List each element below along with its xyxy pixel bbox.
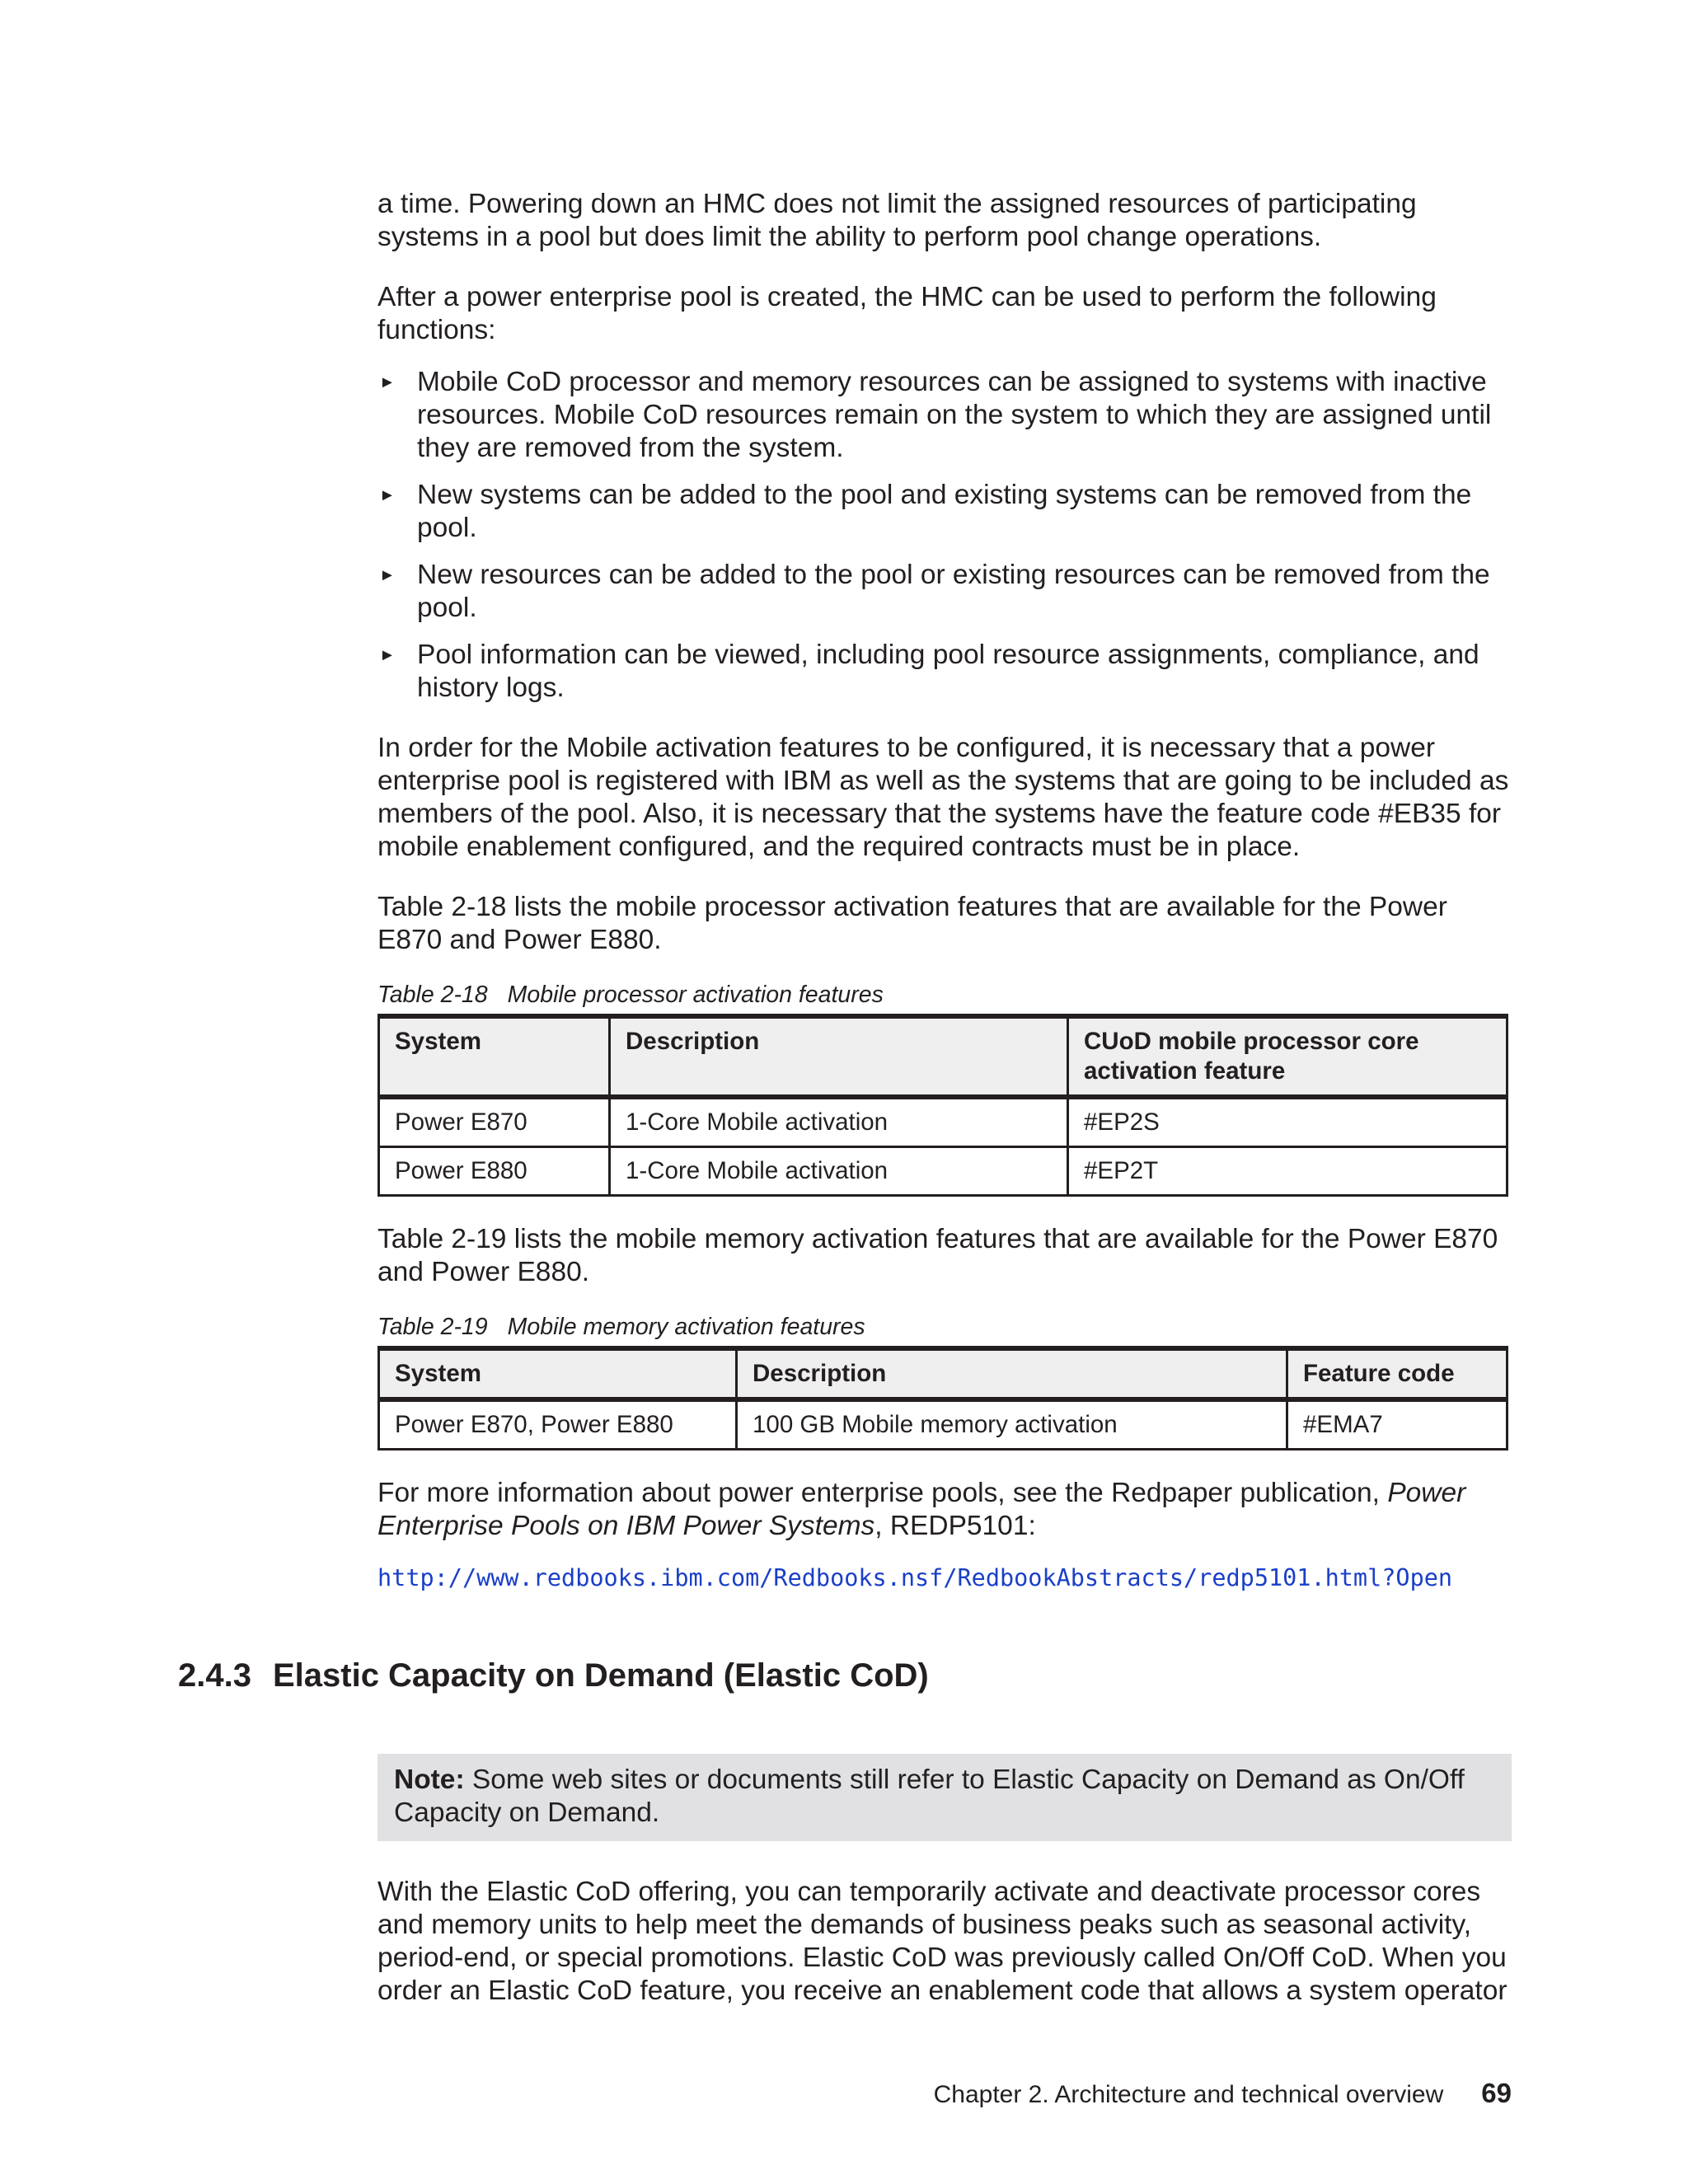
paragraph-elastic-cod: With the Elastic CoD offering, you can temporarily activate and deactivate processor cores and memory units to help meet the demands of business peaks such as seasonal activity, period-end, or special promotions. Elastic CoD was previously called On/Off CoD. When you order an Elastic CoD feature, you receive an enablement code that allows a system operator bbox=[377, 1877, 1507, 2006]
list-item bbox=[377, 559, 1512, 625]
table-19-title: Mobile memory activation features bbox=[507, 1314, 865, 1340]
cell-description: 1-Core Mobile activation bbox=[610, 1147, 1068, 1196]
page-number: 69 bbox=[1481, 2078, 1512, 2108]
header-description: Description bbox=[737, 1348, 1287, 1399]
cell-description: 1-Core Mobile activation bbox=[610, 1097, 1068, 1147]
page-footer bbox=[934, 2077, 1512, 2111]
list-item-text: New systems can be added to the pool and existing systems can be removed from the pool. bbox=[417, 480, 1472, 543]
header-system: System bbox=[379, 1016, 610, 1097]
cell-description: 100 GB Mobile memory activation bbox=[737, 1399, 1287, 1450]
header-feature: CUoD mobile processor core activation feature bbox=[1068, 1016, 1507, 1097]
bullet-arrow-icon: ► bbox=[379, 373, 396, 391]
bullet-arrow-icon: ► bbox=[379, 486, 396, 504]
section-title: Elastic Capacity on Demand (Elastic CoD) bbox=[272, 1657, 929, 1694]
list-item bbox=[377, 479, 1512, 545]
table-18-caption bbox=[377, 981, 1512, 1009]
table-18-mobile-processor bbox=[377, 1014, 1508, 1197]
list-item-text: Mobile CoD processor and memory resources can be assigned to systems with inactive resources. Mobile CoD resources remain on the system to which they are assigned until they are removed from the system. bbox=[417, 367, 1492, 463]
table-row bbox=[379, 1399, 1507, 1450]
note-text: Some web sites or documents still refer to Elastic Capacity on Demand as On/Off Capacity on Demand. bbox=[394, 1765, 1465, 1828]
cell-feature: #EP2S bbox=[1068, 1097, 1507, 1147]
paragraph-more-info bbox=[377, 1477, 1512, 1543]
section-heading bbox=[178, 1655, 929, 1696]
hmc-functions-list bbox=[377, 366, 1512, 705]
section-number: 2.4.3 bbox=[178, 1657, 251, 1694]
more-info-text: For more information about power enterprise pools, see the Redpaper publication, bbox=[377, 1478, 1388, 1508]
list-item bbox=[377, 639, 1512, 705]
table-header-row bbox=[379, 1016, 1507, 1097]
table-row bbox=[379, 1097, 1507, 1147]
bullet-arrow-icon: ► bbox=[379, 566, 396, 584]
table-19-label: Table 2-19 bbox=[377, 1314, 488, 1340]
table-row bbox=[379, 1147, 1507, 1196]
redpaper-link[interactable]: http://www.redbooks.ibm.com/Redbooks.nsf/RedbookAbstracts/redp5101.html?Open bbox=[377, 1564, 1453, 1591]
cell-feature: #EP2T bbox=[1068, 1147, 1507, 1196]
cell-system: Power E870 bbox=[379, 1097, 610, 1147]
paragraph-hmc-functions: After a power enterprise pool is created, the HMC can be used to perform the following functions: bbox=[377, 282, 1437, 345]
table-18-title: Mobile processor activation features bbox=[507, 982, 884, 1008]
table-19-mobile-memory bbox=[377, 1346, 1508, 1451]
table-18-label: Table 2-18 bbox=[377, 982, 488, 1008]
header-system: System bbox=[379, 1348, 737, 1399]
paragraph-table-19-intro: Table 2-19 lists the mobile memory activation features that are available for the Power E870 and Power E880. bbox=[377, 1224, 1498, 1287]
list-item bbox=[377, 366, 1512, 465]
list-item-text: Pool information can be viewed, including pool resource assignments, compliance, and history logs. bbox=[417, 640, 1479, 703]
elastic-cod-content bbox=[377, 1876, 1512, 2035]
publication-title: Power Enterprise Pools on IBM Power Systems bbox=[377, 1478, 1466, 1541]
cell-system: Power E870, Power E880 bbox=[379, 1399, 737, 1450]
header-feature-code: Feature code bbox=[1287, 1348, 1507, 1399]
cell-feature-code: #EMA7 bbox=[1287, 1399, 1507, 1450]
footer-chapter: Chapter 2. Architecture and technical overview bbox=[933, 2081, 1444, 2108]
publication-id: , REDP5101: bbox=[874, 1511, 1036, 1541]
list-item-text: New resources can be added to the pool or existing resources can be removed from the pool. bbox=[417, 560, 1490, 623]
table-19-caption bbox=[377, 1313, 1512, 1341]
header-description: Description bbox=[610, 1016, 1068, 1097]
paragraph-table-18-intro: Table 2-18 lists the mobile processor activation features that are available for the Power E870 and Power E880. bbox=[377, 892, 1447, 955]
cell-system: Power E880 bbox=[379, 1147, 610, 1196]
note-box bbox=[377, 1754, 1512, 1841]
note-label: Note: bbox=[394, 1765, 465, 1795]
paragraph-mobile-activation: In order for the Mobile activation features to be configured, it is necessary that a power enterprise pool is registered with IBM as well as the systems that are going to be included as members of the pool. Also, it is necessary that the systems have the feature code #EB35 for mobile enablement configured, and the required contracts must be in place. bbox=[377, 733, 1509, 862]
bullet-arrow-icon: ► bbox=[379, 646, 396, 664]
paragraph-pool-hmc: a time. Powering down an HMC does not limit the assigned resources of participating systems in a pool but does limit the ability to perform pool change operations. bbox=[377, 189, 1417, 252]
table-header-row bbox=[379, 1348, 1507, 1399]
main-content bbox=[377, 188, 1512, 1595]
